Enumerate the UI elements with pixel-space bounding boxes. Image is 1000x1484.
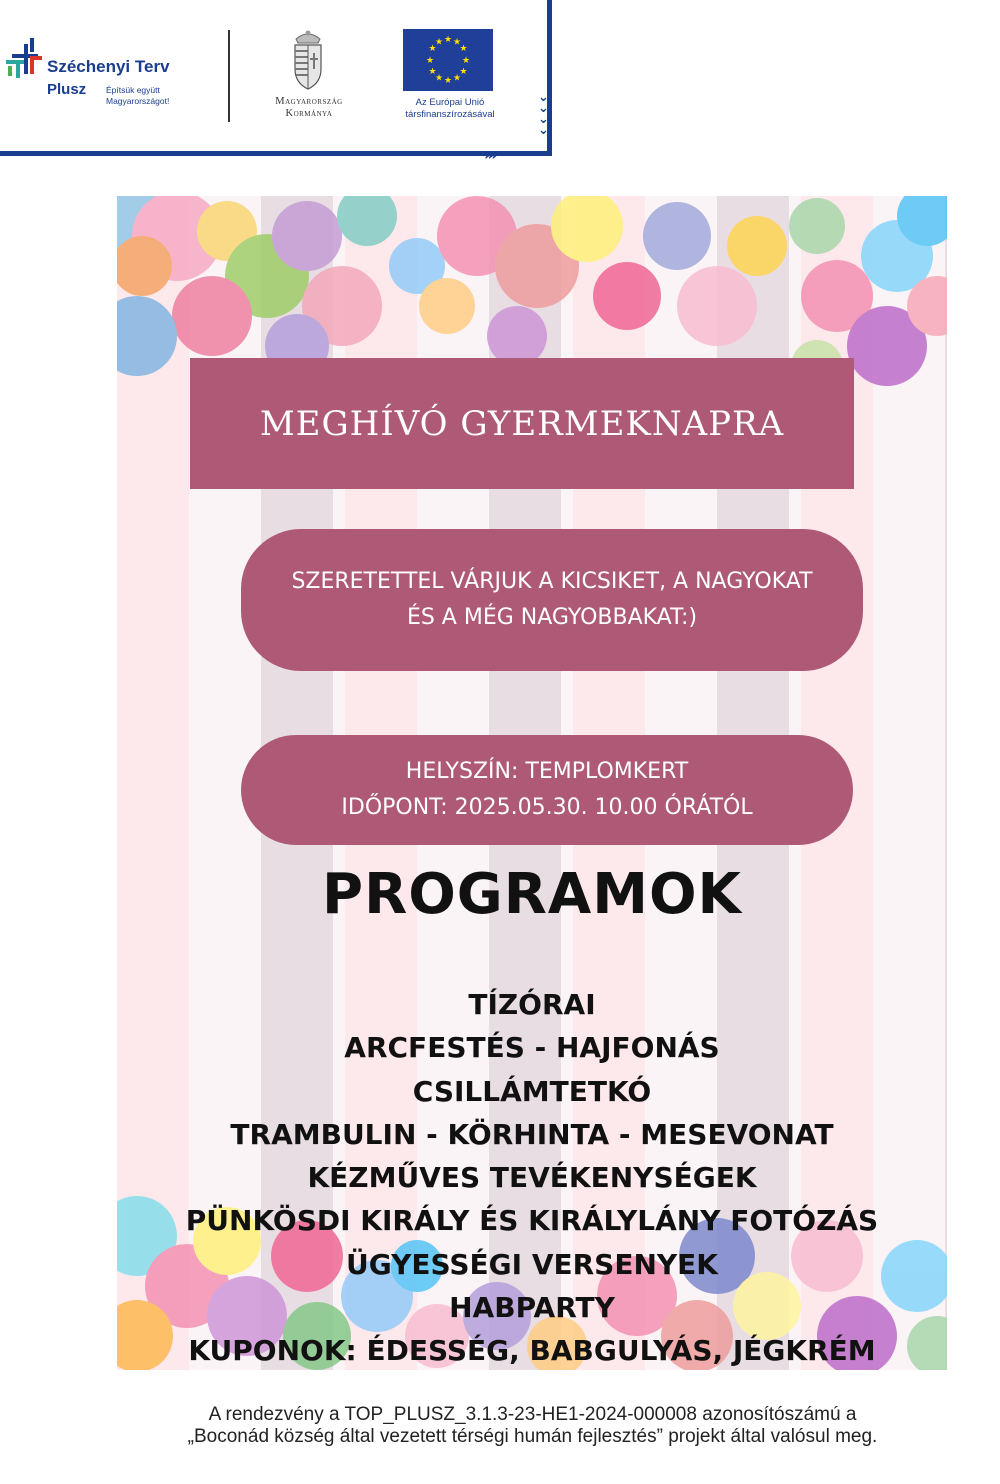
footer-line: A rendezvény a TOP_PLUSZ_3.1.3-23-HE1-2024-000008 azonosítószámú a xyxy=(208,1404,857,1425)
svg-text:★: ★ xyxy=(434,37,444,48)
svg-text:★: ★ xyxy=(428,67,437,77)
poster-title: MEGHÍVÓ GYERMEKNAPRA xyxy=(259,403,785,444)
welcome-pill xyxy=(241,529,863,671)
svg-text:★: ★ xyxy=(428,44,437,54)
slogan-line: Építsük együtt xyxy=(106,85,160,95)
government-line: Kormánya xyxy=(285,108,333,119)
eu-flag-icon xyxy=(403,29,493,91)
svg-text:★: ★ xyxy=(459,44,468,54)
project-footer xyxy=(0,1404,1000,1448)
svg-text:★: ★ xyxy=(443,35,453,45)
svg-text:★: ★ xyxy=(461,56,471,66)
szechenyi-title: Széchenyi Terv xyxy=(47,57,170,76)
programs-heading: PROGRAMOK xyxy=(322,862,742,927)
event-details-pill xyxy=(241,735,853,845)
program-item: TÍZÓRAI xyxy=(468,988,596,1021)
program-item: TRAMBULIN - KÖRHINTA - MESEVONAT xyxy=(230,1117,834,1151)
szechenyi-plusz: Plusz xyxy=(47,81,87,98)
program-item: ARCFESTÉS - HAJFONÁS xyxy=(344,1031,720,1065)
chevron-right-icon: ››› xyxy=(484,145,495,164)
svg-text:★: ★ xyxy=(459,67,468,77)
program-item: KÉZMŰVES TEVÉKENYSÉGEK xyxy=(307,1161,757,1195)
invitation-poster xyxy=(117,196,947,1370)
welcome-line: ÉS A MÉG NAGYOBBAKAT:) xyxy=(406,605,698,630)
funding-banner xyxy=(0,0,556,165)
program-list xyxy=(117,983,947,1370)
slogan-line: Magyarországot! xyxy=(106,96,170,106)
logo-divider xyxy=(228,30,230,122)
svg-text:★: ★ xyxy=(452,37,462,48)
eu-line: Az Európai Unió xyxy=(415,97,485,108)
szechenyi-cross-logo-icon xyxy=(4,36,44,84)
program-item: KUPONOK: ÉDESSÉG, BABGULYÁS, JÉGKRÉM xyxy=(188,1334,876,1368)
svg-text:★: ★ xyxy=(425,56,435,66)
coat-of-arms-icon xyxy=(288,29,328,91)
welcome-line: SZERETETTEL VÁRJUK A KICSIKET, A NAGYOKAT xyxy=(291,569,813,594)
szechenyi-slogan xyxy=(106,85,169,107)
eu-label xyxy=(384,97,516,121)
chevron-down-icon: ⌄ ⌄ ⌄ ⌄ xyxy=(538,90,549,138)
footer-line: „Boconád község által vezetett térségi humán fejlesztés” projekt által valósul meg. xyxy=(187,1426,878,1447)
time-text: IDŐPONT: 2025.05.30. 10.00 ÓRÁTÓL xyxy=(341,795,753,820)
svg-text:★: ★ xyxy=(434,73,444,84)
program-item: PÜNKÖSDI KIRÁLY ÉS KIRÁLYLÁNY FOTÓZÁS xyxy=(185,1204,879,1238)
svg-text:★: ★ xyxy=(443,76,453,86)
program-item: CSILLÁMTETKÓ xyxy=(412,1074,652,1108)
svg-text:★: ★ xyxy=(452,73,462,84)
government-label xyxy=(250,96,368,120)
title-banner xyxy=(190,358,854,489)
eu-line: társfinanszírozásával xyxy=(405,109,495,120)
program-item: HABPARTY xyxy=(449,1291,615,1325)
government-line: Magyarország xyxy=(275,96,343,107)
location-text: HELYSZÍN: TEMPLOMKERT xyxy=(405,759,689,784)
program-item: ÜGYESSÉGI VERSENYEK xyxy=(345,1247,719,1281)
